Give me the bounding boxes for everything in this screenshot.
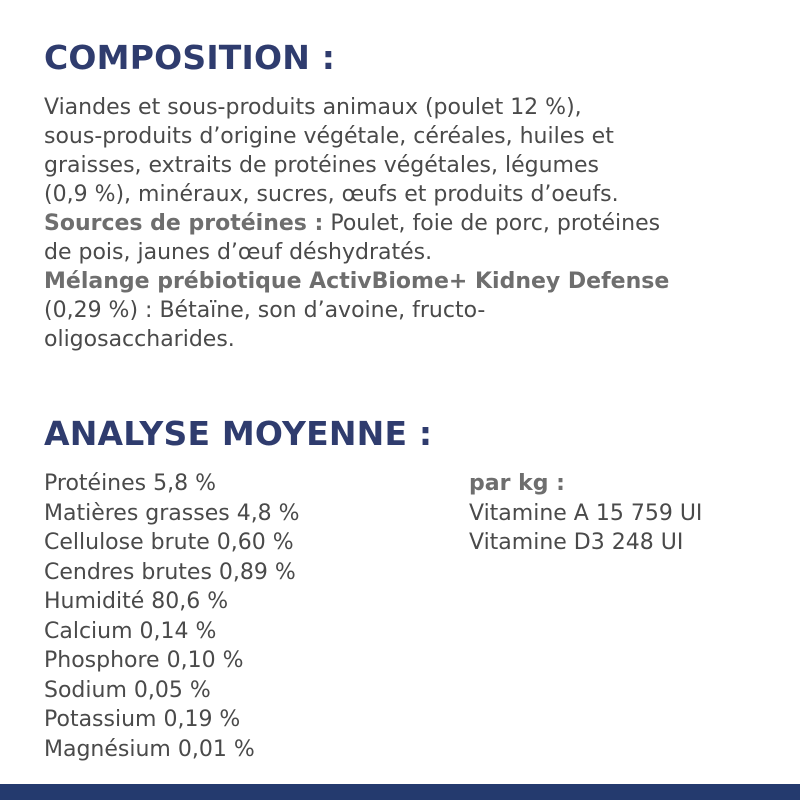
- per-kg-item: Vitamine A 15 759 UI: [469, 500, 703, 526]
- analysis-item: Cellulose brute 0,60 %: [44, 530, 294, 555]
- analysis-item: Sodium 0,05 %: [44, 677, 211, 703]
- protein-sources-text-continued: de pois, jaunes d’œuf déshydratés.: [44, 240, 433, 265]
- protein-sources-line: [44, 209, 794, 238]
- analysis-item: Calcium 0,14 %: [44, 618, 217, 644]
- composition-heading: COMPOSITION :: [44, 38, 336, 77]
- per-kg-item: Vitamine D3 248 UI: [469, 530, 684, 555]
- protein-sources-label: Sources de protéines :: [44, 211, 324, 236]
- composition-line: (0,9 %), minéraux, sucres, œufs et produits d’oeufs.: [44, 182, 619, 207]
- prebiotic-text-continued: oligosaccharides.: [44, 327, 235, 352]
- analysis-item: Protéines 5,8 %: [44, 471, 216, 496]
- prebiotic-text: (0,29 %) : Bétaïne, son d’avoine, fructo-: [44, 298, 486, 323]
- analysis-item: Potassium 0,19 %: [44, 707, 241, 732]
- per-kg-list: [469, 469, 702, 558]
- analysis-list: [44, 469, 300, 764]
- analysis-item: Cendres brutes 0,89 %: [44, 559, 296, 585]
- composition-line: Viandes et sous-produits animaux (poulet 12 %),: [44, 95, 582, 120]
- composition-text: [44, 93, 794, 354]
- analysis-item: Phosphore 0,10 %: [44, 648, 244, 673]
- protein-sources-text: Poulet, foie de porc, protéines: [323, 211, 661, 236]
- analysis-item: Magnésium 0,01 %: [44, 736, 255, 762]
- per-kg-label: par kg :: [469, 471, 565, 496]
- analysis-heading: ANALYSE MOYENNE :: [44, 414, 433, 453]
- prebiotic-label: Mélange prébiotique ActivBiome+ Kidney Defense: [44, 269, 670, 294]
- analysis-item: Humidité 80,6 %: [44, 589, 229, 614]
- composition-line: sous-produits d’origine végétale, céréales, huiles et: [44, 124, 614, 149]
- composition-line: graisses, extraits de protéines végétales, légumes: [44, 153, 599, 178]
- analysis-item: Matières grasses 4,8 %: [44, 500, 300, 526]
- footer-bar: [0, 784, 800, 800]
